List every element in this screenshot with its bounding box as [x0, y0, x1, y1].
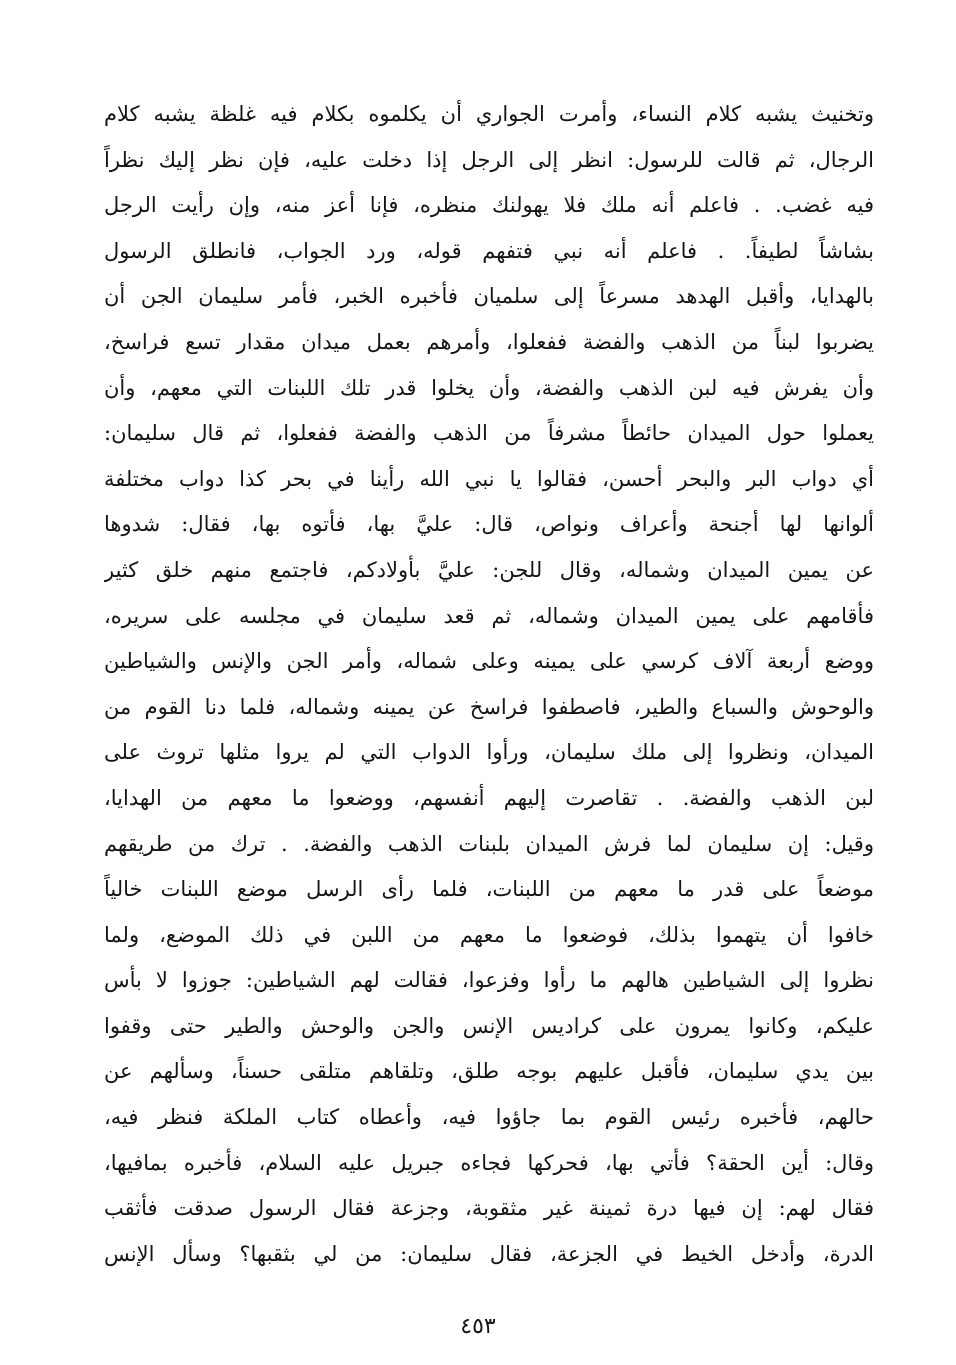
text-line: وقال: أين الحقة؟ فأتي بها، فحركها فجاءه جبريل عليه السلام، فأخبره بمافيها، [104, 1150, 874, 1175]
text-line: الرجال، ثم قالت للرسول: انظر إلى الرجل إذا دخلت عليه، فإن نظر إليك نظراً [104, 147, 874, 172]
text-line: والوحوش والسباع والطير، فاصطفوا فراسخ عن يمينه وشماله، فلما دنا القوم من [104, 694, 874, 719]
page-number: ٤٥٣ [460, 1314, 496, 1339]
text-line: أي دواب البر والبحر أحسن، فقالوا يا نبي الله رأينا في بحر كذا دواب مختلفة [104, 466, 874, 491]
text-line: يعملوا حول الميدان حائطاً مشرفاً من الذهب والفضة ففعلوا، ثم قال سليمان: [104, 421, 874, 446]
text-line: الميدان، ونظروا إلى ملك سليمان، ورأوا الدواب التي لم يروا مثلها تروث على [104, 740, 874, 765]
text-line: بين يدي سليمان، فأقبل عليهم بوجه طلق، وتلقاهم متلقى حسناً، وسألهم عن [104, 1059, 874, 1084]
text-line: حالهم، فأخبره رئيس القوم بما جاؤوا فيه، وأعطاه كتاب الملكة فنظر فيه، [104, 1105, 874, 1130]
text-line: ألوانها لها أجنحة وأعراف ونواص، قال: عليَّ بها، فأتوه بها، فقال: شدوها [104, 512, 874, 537]
text-line: موضعاً على قدر ما معهم من اللبنات، فلما رأى الرسل موضع اللبنات خالياً [104, 877, 874, 902]
text-line: فقال لهم: إن فيها درة ثمينة غير مثقوبة، وجزعة فقال الرسول صدقت فأثقب [104, 1196, 874, 1221]
body-text [104, 92, 874, 1277]
text-line: بشاشاً لطيفاً. . فاعلم أنه نبي فتفهم قوله، ورد الجواب، فانطلق الرسول [104, 238, 874, 263]
text-line: بالهدايا، وأقبل الهدهد مسرعاً إلى سلميان فأخبره الخبر، فأمر سليمان الجن أن [104, 284, 874, 309]
text-line: عن يمين الميدان وشماله، وقال للجن: عليَّ بأولادكم، فاجتمع منهم خلق كثير [104, 557, 874, 582]
text-line: عليكم، وكانوا يمرون على كراديس الإنس والجن والوحش والطير حتى وقفوا [104, 1013, 874, 1038]
text-line: الدرة، وأدخل الخيط في الجزعة، فقال سليمان: من لي بثقبها؟ وسأل الإنس [104, 1241, 874, 1266]
text-line: يضربوا لبناً من الذهب والفضة ففعلوا، وأمرهم بعمل ميدان مقدار تسع فراسخ، [104, 329, 874, 354]
text-line: فأقامهم على يمين الميدان وشماله، ثم قعد سليمان في مجلسه على سريره، [104, 603, 874, 628]
text-line: لبن الذهب والفضة. . تقاصرت إليهم أنفسهم، ووضعوا ما معهم من الهدايا، [104, 785, 874, 810]
text-line: خافوا أن يتهموا بذلك، فوضعوا ما معهم من اللبن في ذلك الموضع، ولما [104, 922, 874, 947]
text-line: فيه غضب. . فاعلم أنه ملك فلا يهولنك منظره، فإنا أعز منه، وإن رأيت الرجل [104, 193, 874, 218]
text-line: ووضع أربعة آلاف كرسي على يمينه وعلى شماله، وأمر الجن والإنس والشياطين [104, 649, 874, 674]
text-line: وقيل: إن سليمان لما فرش الميدان بلبنات الذهب والفضة. . ترك من طريقهم [104, 831, 874, 856]
text-line: وتخنيث يشبه كلام النساء، وأمرت الجواري أن يكلموه بكلام فيه غلظة يشبه كلام [104, 102, 874, 126]
text-line: نظروا إلى الشياطين هالهم ما رأوا وفزعوا، فقالت لهم الشياطين: جوزوا لا بأس [104, 968, 874, 993]
text-line: وأن يفرش فيه لبن الذهب والفضة، وأن يخلوا قدر تلك اللبنات التي معهم، وأن [104, 375, 874, 400]
